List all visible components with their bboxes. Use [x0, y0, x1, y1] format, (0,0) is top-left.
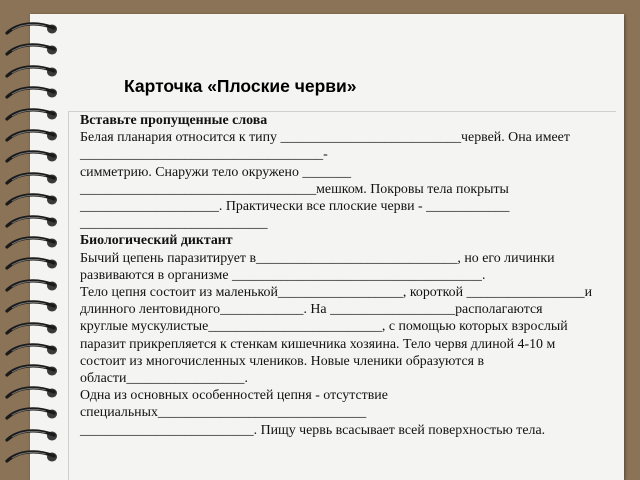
text-line: ___________________________________-	[80, 147, 328, 163]
spiral-coil-icon	[4, 41, 62, 59]
text-line: состоит из многочисленных члеников. Новые членики образуются в	[80, 353, 485, 369]
spiral-coil-icon	[4, 427, 62, 445]
section-heading-dictation: Биологический диктант	[80, 233, 233, 249]
text-line: симметрию. Снаружи тело окружено _______	[80, 164, 352, 180]
text-line: специальных______________________________	[80, 405, 367, 421]
spiral-coil-icon	[4, 384, 62, 402]
text-line: Одна из основных особенностей цепня - отсутствие	[80, 388, 388, 404]
spiral-coil-icon	[4, 234, 62, 252]
notebook-spiral	[0, 14, 62, 480]
text-line: __________________________________мешком. Покровы тела покрыты	[80, 181, 509, 197]
section-heading-fill-in: Вставьте пропущенные слова	[80, 113, 268, 128]
spiral-coil-icon	[4, 20, 62, 38]
spiral-coil-icon	[4, 341, 62, 359]
text-line: Бычий цепень паразитирует в_____________________________, но его личинки	[80, 250, 555, 266]
spiral-coil-icon	[4, 148, 62, 166]
spiral-coil-icon	[4, 320, 62, 338]
text-line: развиваются в организме ____________________________________.	[80, 267, 486, 283]
spiral-coil-icon	[4, 448, 62, 466]
spiral-coil-icon	[4, 298, 62, 316]
spiral-coil-icon	[4, 84, 62, 102]
spiral-coil-icon	[4, 106, 62, 124]
card-title: Карточка «Плоские черви»	[124, 76, 357, 96]
spiral-coil-icon	[4, 63, 62, 81]
spiral-coil-icon	[4, 127, 62, 145]
text-line: области_________________.	[80, 371, 248, 387]
text-line: паразит прикрепляется к стенкам кишечника хозяина. Тело червя длиной 4-10 м	[80, 336, 556, 352]
spiral-coil-icon	[4, 255, 62, 273]
text-line: _________________________. Пищу червь всасывает всей поверхностью тела.	[80, 422, 546, 438]
text-line: длинного лентовидного____________. На __________________располагаются	[80, 302, 543, 318]
text-line: Белая планария относится к типу __________________________червей. Она имеет	[80, 130, 570, 146]
text-line: Тело цепня состоит из маленькой__________________, короткой _________________и	[80, 285, 593, 301]
spiral-coil-icon	[4, 405, 62, 423]
text-line: круглые мускулистые_________________________, с помощью которых взрослый	[80, 319, 568, 335]
text-line: ___________________________	[80, 216, 268, 232]
spiral-coil-icon	[4, 213, 62, 231]
spiral-coil-icon	[4, 277, 62, 295]
spiral-coil-icon	[4, 170, 62, 188]
margin-line	[68, 111, 69, 480]
card-content	[80, 112, 616, 439]
spiral-coil-icon	[4, 362, 62, 380]
text-line: ____________________. Практически все плоские черви - ____________	[80, 199, 510, 215]
spiral-coil-icon	[4, 191, 62, 209]
